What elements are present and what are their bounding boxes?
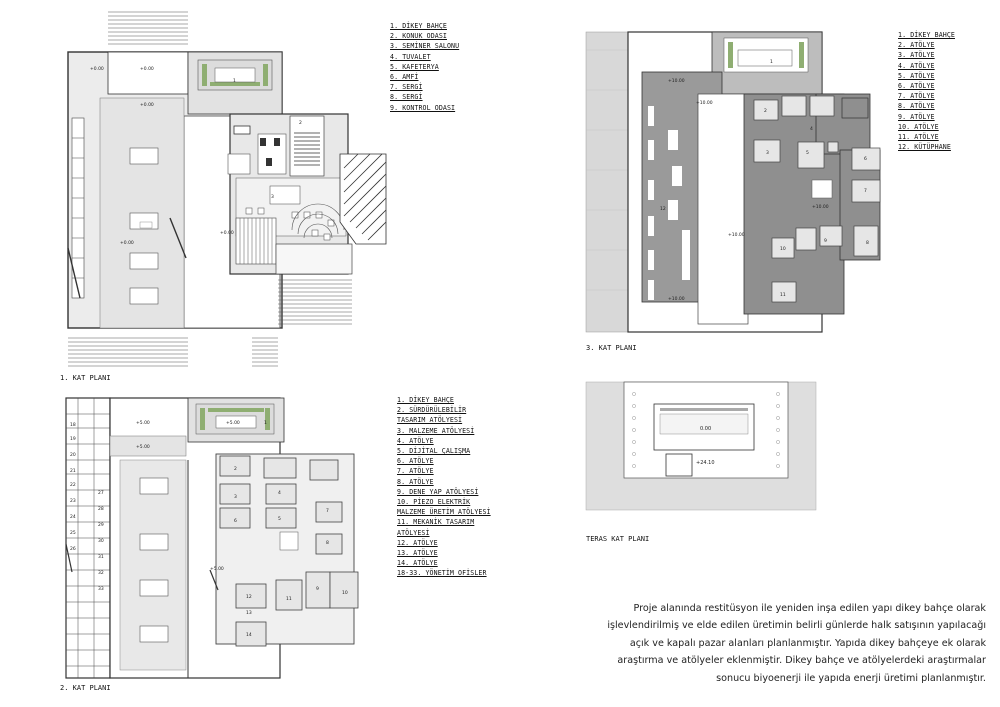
teras-caption: TERAS KAT PLANI xyxy=(586,535,650,543)
kat1-elev-1: +0.00 xyxy=(90,67,104,72)
kat3-elev-4: +10.00 xyxy=(812,205,829,210)
kat1-elev-3: +0.00 xyxy=(140,103,154,108)
kat2-legend-item: 10. PİEZO ELEKTRİK xyxy=(397,498,471,507)
kat2-num-1: 1 xyxy=(264,421,267,426)
kat3-num-1: 1 xyxy=(770,60,773,65)
kat2-num-11: 11 xyxy=(286,597,292,602)
kat1-bottom-stairs xyxy=(278,280,352,324)
kat3-num-2: 2 xyxy=(764,109,767,114)
description-line: araştırma ve atölyeler eklenmiştir. Dikey bahçe ve atölyelerdeki araştırmalar xyxy=(617,655,986,667)
kat2-elev-3: +5.00 xyxy=(210,567,224,572)
kat3-num-7: 7 xyxy=(864,189,867,194)
kat2-legend-item: 1. DİKEY BAHÇE xyxy=(397,396,454,404)
kat2-num-21: 21 xyxy=(70,469,76,474)
kat2-num-33: 33 xyxy=(98,587,104,592)
kat2-legend-item: TASARIM ATÖLYESİ xyxy=(397,416,463,425)
kat3-num-3: 3 xyxy=(766,151,769,156)
kat2-num-18: 18 xyxy=(70,423,76,428)
kat3-num-5: 5 xyxy=(806,151,809,156)
kat1-legend-item: 7. SERGİ xyxy=(390,83,423,92)
kat2-legend-item: 3. MALZEME ATÖLYESİ xyxy=(397,426,475,435)
kat3-num-9: 9 xyxy=(824,239,827,244)
kat3-legend-item: 4. ATÖLYE xyxy=(898,61,935,70)
kat2-elev-2: +5.00 xyxy=(136,445,150,450)
kat2-num-29: 29 xyxy=(98,523,104,528)
kat1-legend-item: 5. KAFETERYA xyxy=(390,62,439,71)
kat2-num-13: 13 xyxy=(246,611,252,616)
kat2-legend-item: 7. ATÖLYE xyxy=(397,467,434,476)
project-description xyxy=(510,600,986,687)
kat3-left-strip xyxy=(586,32,628,332)
teras-elev-roof: 0.00 xyxy=(700,426,712,432)
kat2-num-19: 19 xyxy=(70,437,76,442)
kat2-num-2: 2 xyxy=(234,467,237,472)
kat3-num-4: 4 xyxy=(810,127,813,132)
kat2-num-8: 8 xyxy=(326,541,329,546)
kat3-legend-item: 1. DİKEY BAHÇE xyxy=(898,31,955,39)
kat2-num-22: 22 xyxy=(70,483,76,488)
kat2-legend-item: 8. ATÖLYE xyxy=(397,477,434,486)
kat3-legend-item: 9. ATÖLYE xyxy=(898,112,935,121)
kat3-elev-1: +10.00 xyxy=(668,79,685,84)
kat2-legend-item: 12. ATÖLYE xyxy=(397,538,438,547)
kat2-num-24: 24 xyxy=(70,515,76,520)
kat1-legend-item: 8. SERGİ xyxy=(390,93,423,102)
kat3-legend-item: 12. KÜTÜPHANE xyxy=(898,143,951,152)
kat3-legend-item: 2. ATÖLYE xyxy=(898,41,935,50)
kat2-num-26: 26 xyxy=(70,547,76,552)
kat2-num-10: 10 xyxy=(342,591,348,596)
description-line: işlevlendirilmiş ve elde edilen üretimin belirli günlerde halk satışının yapılacağı xyxy=(607,620,986,632)
kat2-elev-1: +5.00 xyxy=(136,421,150,426)
kat2-legend-item: 13. ATÖLYE xyxy=(397,549,438,558)
kat2-num-25: 25 xyxy=(70,531,76,536)
kat2-num-12: 12 xyxy=(246,595,252,600)
kat3-elev-3: +10.00 xyxy=(728,233,745,238)
kat2-num-23: 23 xyxy=(70,499,76,504)
kat3-legend-item: 10. ATÖLYE xyxy=(898,122,939,131)
kat3-legend-item: 8. ATÖLYE xyxy=(898,102,935,111)
kat2-legend-item: 11. MEKANİK TASARIM xyxy=(397,518,475,527)
kat2-num-27: 27 xyxy=(98,491,104,496)
kat1-elev-5: +0.00 xyxy=(220,231,234,236)
kat2-num-14: 14 xyxy=(246,633,252,638)
kat3-plan xyxy=(584,30,898,335)
kat3-legend-item: 3. ATÖLYE xyxy=(898,51,935,60)
kat2-legend-item: 4. ATÖLYE xyxy=(397,436,434,445)
kat1-legend-item: 2. KONUK ODASI xyxy=(390,32,447,41)
kat2-num-32: 32 xyxy=(98,571,104,576)
kat1-legend-item: 3. SEMİNER SALONU xyxy=(390,42,460,51)
kat2-legend-item: 5. DİJİTAL ÇALIŞMA xyxy=(397,447,471,456)
kat1-legend-item: 4. TUVALET xyxy=(390,52,431,61)
kat2-num-30: 30 xyxy=(98,539,104,544)
kat3-legend-item: 7. ATÖLYE xyxy=(898,92,935,101)
description-line: açık ve kapalı pazar alanları planlanmıştır. Yapıda dikey bahçeye ek olarak xyxy=(629,637,986,649)
kat1-legend xyxy=(390,21,459,113)
kat3-caption: 3. KAT PLANI xyxy=(586,344,637,352)
kat3-elev-2: +10.00 xyxy=(696,101,713,106)
kat3-legend-item: 6. ATÖLYE xyxy=(898,82,935,91)
description-line: Proje alanında restitüsyon ile yeniden inşa edilen yapı dikey bahçe olarak xyxy=(633,603,986,614)
kat2-num-4: 4 xyxy=(278,491,281,496)
kat3-num-8: 8 xyxy=(866,241,869,246)
kat1-num-2: 2 xyxy=(299,121,302,126)
kat2-num-3: 3 xyxy=(234,495,237,500)
kat1-plan xyxy=(60,8,390,373)
kat1-num-3: 3 xyxy=(271,195,274,200)
kat2-num-5: 5 xyxy=(278,517,281,522)
kat3-num-10: 10 xyxy=(780,247,786,252)
description-line: sonucu biyoenerji ile yapıda enerji üretimi planlanmıştır. xyxy=(716,672,986,684)
kat2-num-7: 7 xyxy=(326,509,329,514)
kat1-num-1: 1 xyxy=(233,79,236,84)
kat3-num-12: 12 xyxy=(660,207,666,212)
kat2-legend-item: 9. DENE YAP ATÖLYESİ xyxy=(397,487,479,496)
kat2-legend-item: 2. SÜRDÜRÜLEBİLİR xyxy=(397,406,467,415)
kat3-legend xyxy=(898,30,955,152)
kat2-legend xyxy=(397,395,491,579)
kat2-num-28: 28 xyxy=(98,507,104,512)
kat2-num-31: 31 xyxy=(98,555,104,560)
kat3-num-11: 11 xyxy=(780,293,786,298)
kat2-num-9: 9 xyxy=(316,587,319,592)
kat2-legend-item: ATÖLYESİ xyxy=(397,528,430,537)
kat2-plan xyxy=(60,394,380,684)
kat1-legend-item: 9. KONTROL ODASI xyxy=(390,103,456,112)
kat3-legend-item: 5. ATÖLYE xyxy=(898,71,935,80)
kat2-legend-item: 14. ATÖLYE xyxy=(397,559,438,568)
kat1-elev-2: +0.00 xyxy=(140,67,154,72)
kat2-legend-item: MALZEME ÜRETİM ATÖLYESİ xyxy=(397,508,491,517)
kat2-caption: 2. KAT PLANI xyxy=(60,684,111,692)
kat1-legend-item: 1. DİKEY BAHÇE xyxy=(390,22,447,30)
kat1-legend-item: 6. AMFİ xyxy=(390,73,419,82)
kat2-num-20: 20 xyxy=(70,453,76,458)
kat3-legend-item: 11. ATÖLYE xyxy=(898,133,939,142)
kat2-elev-4: +5.00 xyxy=(226,421,240,426)
kat1-elev-4: +0.00 xyxy=(120,241,134,246)
kat2-legend-item: 18-33. YÖNETİM OFİSLER xyxy=(397,569,487,578)
kat1-caption: 1. KAT PLANI xyxy=(60,374,111,382)
kat2-legend-item: 6. ATÖLYE xyxy=(397,457,434,466)
kat3-elev-5: +10.00 xyxy=(668,297,685,302)
kat3-num-6: 6 xyxy=(864,157,867,162)
kat1-top-stairs xyxy=(108,12,188,44)
kat2-num-6: 6 xyxy=(234,519,237,524)
teras-elev-top: +24.10 xyxy=(696,460,715,466)
teras-plan xyxy=(584,380,818,512)
kat1-roof-hatch xyxy=(340,154,386,244)
